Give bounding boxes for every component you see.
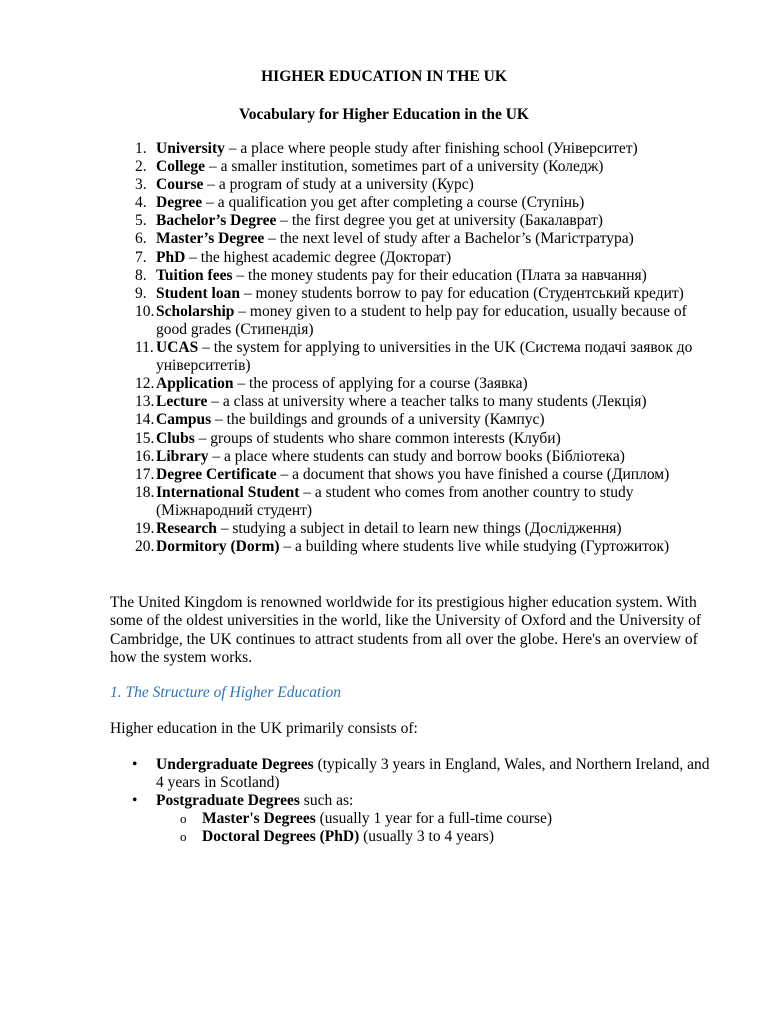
list-item xyxy=(110,828,720,846)
vocab-definition: – a place where students can study and borrow books (Бібліотека) xyxy=(208,447,625,465)
item-number: 12. xyxy=(135,375,155,393)
item-number: 13. xyxy=(135,393,155,411)
list-item xyxy=(110,267,720,285)
item-number: 10. xyxy=(135,302,155,320)
list-item xyxy=(110,212,720,230)
item-number: 2. xyxy=(135,158,147,176)
vocab-definition: – studying a subject in detail to learn new things (Дослідження) xyxy=(216,519,622,537)
vocab-definition: – a building where students live while studying (Гуртожиток) xyxy=(279,538,670,556)
vocab-term: Course xyxy=(156,176,204,194)
vocab-definition: – a qualification you get after completing a course (Ступінь) xyxy=(202,194,585,212)
vocabulary-list xyxy=(110,140,720,556)
vocab-term: College xyxy=(156,158,206,176)
list-item xyxy=(110,140,720,158)
list-item xyxy=(110,756,720,792)
vocab-term: Application xyxy=(156,375,234,393)
vocab-term: Dormitory (Dorm) xyxy=(156,538,280,556)
vocab-definition: – the highest academic degree (Докторат) xyxy=(185,248,452,266)
vocab-definition: – the next level of study after a Bachelor’s (Магістратура) xyxy=(264,230,634,248)
vocab-term: Clubs xyxy=(156,429,195,447)
vocab-definition: – money students borrow to pay for education (Студентський кредит) xyxy=(240,284,684,302)
list-item xyxy=(110,810,720,828)
vocab-definition: – the buildings and grounds of a university (Кампус) xyxy=(211,411,545,429)
item-number: 18. xyxy=(135,483,155,501)
list-item xyxy=(110,230,720,248)
vocab-definition: – a document that shows you have finished a course (Диплом) xyxy=(276,465,670,483)
sub-bullet-icon: o xyxy=(180,811,187,827)
list-item xyxy=(110,520,720,538)
list-item xyxy=(110,176,720,194)
item-number: 6. xyxy=(135,230,147,248)
document-title: HIGHER EDUCATION IN THE UK xyxy=(261,68,507,85)
vocab-term: Bachelor’s Degree xyxy=(156,212,277,230)
vocab-definition: – the system for applying to universities in the UK (Система подачі заявок до університетів) xyxy=(156,339,693,375)
degree-term: Master's Degrees xyxy=(202,810,316,828)
degree-description: (usually 3 to 4 years) xyxy=(359,828,494,846)
vocab-term: University xyxy=(156,140,225,157)
item-number: 15. xyxy=(135,429,155,447)
vocab-definition: – the money students pay for their education (Плата за навчання) xyxy=(232,266,647,284)
item-number: 11. xyxy=(135,339,154,357)
list-item xyxy=(110,430,720,448)
item-number: 4. xyxy=(135,194,147,212)
list-item xyxy=(110,303,720,339)
vocab-term: Master’s Degree xyxy=(156,230,265,248)
list-item xyxy=(110,158,720,176)
list-item xyxy=(110,792,720,810)
intro-paragraph: The United Kingdom is renowned worldwide for its prestigious higher education system. With some of the oldest universities in the world, like the University of Oxford and the University of Cambridge, the UK continues to attract students from all over the globe. Here's an overview of how the system works. xyxy=(110,594,702,666)
vocab-definition: – a student who comes from another country to study (Міжнародний студент) xyxy=(156,483,634,519)
section-intro: Higher education in the UK primarily consists of: xyxy=(110,720,418,737)
list-item xyxy=(110,448,720,466)
degree-description: (usually 1 year for a full-time course) xyxy=(315,810,553,828)
item-number: 19. xyxy=(135,519,155,537)
vocab-definition: – the process of applying for a course (Заявка) xyxy=(233,375,528,393)
item-number: 9. xyxy=(135,284,147,302)
item-number: 8. xyxy=(135,266,147,284)
vocabulary-heading: Vocabulary for Higher Education in the UK xyxy=(239,106,529,123)
postgraduate-sub-list xyxy=(110,810,720,846)
vocab-definition: – a class at university where a teacher talks to many students (Лекція) xyxy=(207,393,647,411)
vocab-term: UCAS xyxy=(156,339,199,357)
degree-term: Postgraduate Degrees xyxy=(156,792,300,810)
degree-list xyxy=(110,756,720,846)
list-item xyxy=(110,249,720,267)
vocab-term: Degree Certificate xyxy=(156,465,277,483)
list-item xyxy=(110,339,720,375)
item-number: 7. xyxy=(135,248,147,266)
list-item xyxy=(110,411,720,429)
vocab-term: Tuition fees xyxy=(156,266,233,284)
list-item xyxy=(110,484,720,520)
degree-description: such as: xyxy=(299,792,354,810)
section-heading: 1. The Structure of Higher Education xyxy=(110,684,342,701)
list-item xyxy=(110,538,720,556)
item-number: 17. xyxy=(135,465,155,483)
vocab-term: Campus xyxy=(156,411,212,429)
bullet-icon: • xyxy=(132,756,138,773)
bullet-icon: • xyxy=(132,792,138,810)
degree-description: (typically 3 years in England, Wales, and Northern Ireland, and 4 years in Scotland) xyxy=(156,756,710,792)
vocab-definition: – a program of study at a university (Курс) xyxy=(203,176,474,194)
list-item xyxy=(110,194,720,212)
vocab-term: PhD xyxy=(156,248,186,266)
item-number: 5. xyxy=(135,212,147,230)
item-number: 3. xyxy=(135,176,147,194)
vocab-definition: – the first degree you get at university (Бакалаврат) xyxy=(276,212,603,230)
degree-term: Undergraduate Degrees xyxy=(156,756,314,773)
vocab-definition: – money given to a student to help pay for education, usually because of good grades (Стипендія) xyxy=(156,302,687,338)
vocab-term: International Student xyxy=(156,483,300,501)
vocab-term: Library xyxy=(156,447,209,465)
vocab-definition: – groups of students who share common interests (Клуби) xyxy=(194,429,561,447)
list-item xyxy=(110,466,720,484)
item-number: 14. xyxy=(135,411,155,429)
item-number: 16. xyxy=(135,447,155,465)
vocab-term: Research xyxy=(156,519,217,537)
list-item xyxy=(110,393,720,411)
list-item xyxy=(110,375,720,393)
vocab-term: Lecture xyxy=(156,393,208,411)
item-number: 20. xyxy=(135,538,155,556)
vocab-definition: – a smaller institution, sometimes part of a university (Коледж) xyxy=(205,158,604,176)
vocab-term: Scholarship xyxy=(156,302,235,320)
vocab-term: Student loan xyxy=(156,284,240,302)
item-number: 1. xyxy=(135,140,147,157)
vocab-term: Degree xyxy=(156,194,203,212)
degree-term: Doctoral Degrees (PhD) xyxy=(202,828,360,846)
sub-list-container xyxy=(110,810,720,846)
vocab-definition: – a place where people study after finishing school (Університет) xyxy=(224,140,638,157)
sub-bullet-icon: o xyxy=(180,829,187,845)
list-item xyxy=(110,285,720,303)
